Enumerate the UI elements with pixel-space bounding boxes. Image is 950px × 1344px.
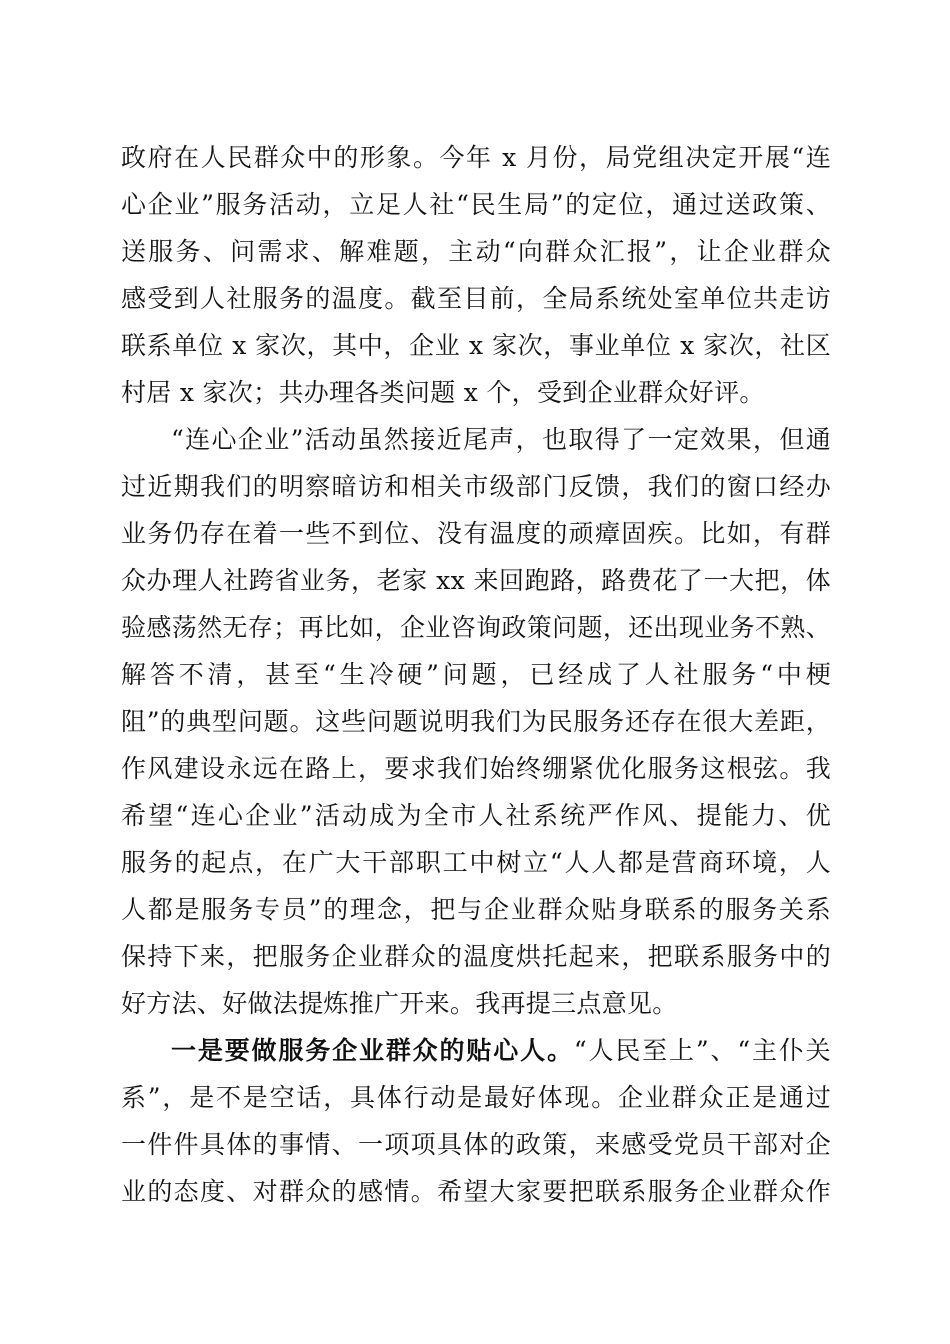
point-one-heading: 一是要做服务企业群众的贴心人。 <box>171 1036 574 1065</box>
text-line: 服务的起点，在广大干部职工中树立“人人都是营商环境，人 <box>121 848 831 877</box>
point-one-first-line-rest: “人民至上”、“主仆关 <box>573 1036 831 1065</box>
text-line: 人都是服务专员”的理念，把与企业群众贴身联系的服务关系 <box>121 895 831 924</box>
text-line: 好方法、好做法提炼推广开来。我再提三点意见。 <box>121 989 678 1018</box>
text-line: 保持下来，把服务企业群众的温度烘托起来，把联系服务中的 <box>121 942 831 971</box>
text-line: 众办理人社跨省业务，老家 xx 来回跑路，路费花了一大把，体 <box>121 566 831 595</box>
text-line: 感受到人社服务的温度。截至目前，全局系统处室单位共走访 <box>121 284 831 313</box>
text-line: 村居 x 家次；共办理各类问题 x 个，受到企业群众好评。 <box>121 378 765 407</box>
text-line: 阻”的典型问题。这些问题说明我们为民服务还存在很大差距， <box>121 707 831 736</box>
text-line: 一件件具体的事情、一项项具体的政策，来感受党员干部对企 <box>121 1130 831 1159</box>
text-line: 解答不清，甚至“生冷硬”问题，已经成了人社服务“中梗 <box>121 660 831 689</box>
text-line: 系”，是不是空话，具体行动是最好体现。企业群众正是通过 <box>121 1083 831 1112</box>
text-line: 验感荡然无存；再比如，企业咨询政策问题，还出现业务不熟、 <box>121 613 831 642</box>
text-line: 政府在人民群众中的形象。今年 x 月份，局党组决定开展“连 <box>121 143 831 172</box>
text-line: 联系单位 x 家次，其中，企业 x 家次，事业单位 x 家次，社区 <box>121 331 831 360</box>
paragraph-first-line: “连心企业”活动虽然接近尾声，也取得了一定效果，但通 <box>171 425 831 454</box>
text-line: 心企业”服务活动，立足人社“民生局”的定位，通过送政策、 <box>121 190 831 219</box>
text-line: 过近期我们的明察暗访和相关市级部门反馈，我们的窗口经办 <box>121 472 831 501</box>
point-one-first-line <box>171 1031 831 1071</box>
text-line: 送服务、问需求、解难题，主动“向群众汇报”，让企业群众 <box>121 237 831 266</box>
text-line: 业的态度、对群众的感情。希望大家要把联系服务企业群众作 <box>121 1177 831 1206</box>
text-line: 希望“连心企业”活动成为全市人社系统严作风、提能力、优 <box>121 801 831 830</box>
text-line: 业务仍存在着一些不到位、没有温度的顽瘴固疾。比如，有群 <box>121 519 831 548</box>
text-line: 作风建设永远在路上，要求我们始终绷紧优化服务这根弦。我 <box>121 754 831 783</box>
